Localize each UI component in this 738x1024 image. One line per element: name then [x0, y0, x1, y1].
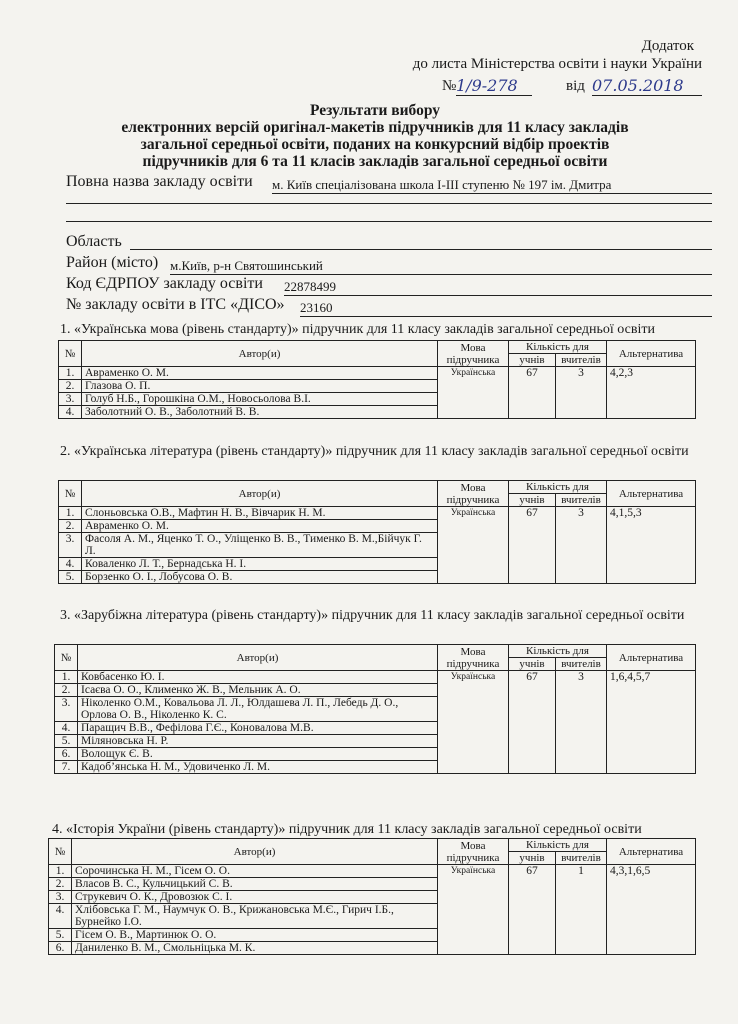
school-name-value: м. Київ спеціалізована школа І-ІІІ ступеню № 197 ім. Дмитра — [272, 177, 712, 194]
row-author: Фасоля А. М., Яценко Т. О., Уліщенко В. В., Тименко В. М.,Бійчук Г. Л. — [82, 533, 438, 558]
row-number: 7. — [55, 761, 78, 774]
row-author: Волощук Є. В. — [78, 748, 438, 761]
table-row — [55, 671, 696, 684]
letter-date: 07.05.2018 — [592, 76, 702, 96]
section-4-table — [48, 838, 696, 955]
row-author: Власов В. С., Кульчицький С. В. — [72, 878, 438, 891]
table-row — [59, 367, 696, 380]
row-number: 2. — [59, 380, 82, 393]
table-row — [49, 865, 696, 878]
row-author: Паращич В.В., Фефілова Г.Є., Коновалова М.В. — [78, 722, 438, 735]
textbook-language: Українська — [438, 865, 509, 955]
students-count: 67 — [509, 367, 556, 419]
letter-number-line — [442, 76, 702, 96]
section-2-table — [58, 480, 696, 584]
row-author: Заболотний О. В., Заболотний В. В. — [82, 406, 438, 419]
col-author-header: Автор(и) — [82, 341, 438, 367]
region-label: Область — [66, 233, 122, 250]
col-lang-header: Мова підручника — [438, 839, 509, 865]
row-author: Даниленко В. М., Смольніцька М. К. — [72, 942, 438, 955]
row-number: 4. — [49, 904, 72, 929]
row-number: 5. — [49, 929, 72, 942]
row-number: 2. — [49, 878, 72, 891]
col-lang-header: Мова підручника — [438, 341, 509, 367]
row-author: Кадоб’янська Н. М., Удовиченко Л. М. — [78, 761, 438, 774]
itc-value: 23160 — [300, 300, 712, 317]
row-author: Міляновська Н. Р. — [78, 735, 438, 748]
district-label: Район (місто) — [66, 254, 159, 271]
district-value: м.Київ, р-н Святошинський — [170, 258, 712, 275]
col-alt-header: Альтернатива — [607, 341, 696, 367]
row-author: Хлібовська Г. М., Наумчук О. В., Крижановська М.Є., Гирич І.Б., Бурнейко І.О. — [72, 904, 438, 929]
col-count-header: Кількість для — [509, 481, 607, 494]
teachers-count: 3 — [556, 367, 607, 419]
title-line-1: Результати вибору — [309, 102, 441, 119]
row-author: Струкевич О. К., Дровозюк С. І. — [72, 891, 438, 904]
col-lang-header: Мова підручника — [438, 481, 509, 507]
letter-number: 1/9-278 — [456, 76, 532, 96]
col-num-header: № — [49, 839, 72, 865]
col-alt-header: Альтернатива — [607, 839, 696, 865]
row-number: 1. — [59, 507, 82, 520]
itc-label: № закладу освіти в ІТС «ДІСО» — [66, 296, 285, 313]
row-author: Глазова О. П. — [82, 380, 438, 393]
school-name-line-2 — [66, 203, 712, 204]
row-number: 4. — [59, 406, 82, 419]
date-prefix: від — [566, 78, 585, 94]
teachers-count: 3 — [556, 671, 607, 774]
section-2-heading: 2. «Українська література (рівень стандарту)» підручник для 11 класу закладів загальної середньої освіти — [60, 444, 689, 459]
row-number: 1. — [59, 367, 82, 380]
row-number: 3. — [59, 533, 82, 558]
title-line-3: загальної середньої освіти, поданих на конкурсний відбір проектів — [140, 136, 610, 153]
col-alt-header: Альтернатива — [607, 481, 696, 507]
alternative-choice: 4,3,1,6,5 — [607, 865, 696, 955]
title-line-2: електронних версій оригінал-макетів підручників для 11 класу закладів — [121, 119, 629, 136]
school-name-line-3 — [66, 221, 712, 222]
section-4-heading: 4. «Історія України (рівень стандарту)» підручник для 11 класу закладів загальної середньої освіти — [52, 822, 642, 837]
section-1-heading: 1. «Українська мова (рівень стандарту)» підручник для 11 класу закладів загальної середньої освіти — [60, 322, 655, 337]
teachers-count: 3 — [556, 507, 607, 584]
title-line-4: підручників для 6 та 11 класів закладів загальної середньої освіти — [142, 153, 608, 170]
col-author-header: Автор(и) — [72, 839, 438, 865]
document-title — [60, 102, 690, 170]
row-author: Ісаєва О. О., Клименко Ж. В., Мельник А. О. — [78, 684, 438, 697]
row-author: Авраменко О. М. — [82, 367, 438, 380]
row-author: Ніколенко О.М., Ковальова Л. Л., Юлдашева Л. П., Лебедь Д. О., Орлова О. В., Ніколенко К. С. — [78, 697, 438, 722]
row-number: 4. — [55, 722, 78, 735]
col-count-header: Кількість для — [509, 341, 607, 354]
col-students-header: учнів — [509, 494, 556, 507]
edrpou-value: 22878499 — [284, 279, 712, 296]
row-number: 2. — [59, 520, 82, 533]
col-count-header: Кількість для — [509, 839, 607, 852]
alternative-choice: 4,2,3 — [607, 367, 696, 419]
students-count: 67 — [509, 865, 556, 955]
row-number: 6. — [55, 748, 78, 761]
col-students-header: учнів — [509, 658, 556, 671]
col-num-header: № — [55, 645, 78, 671]
textbook-language: Українська — [438, 671, 509, 774]
row-number: 1. — [49, 865, 72, 878]
col-lang-header: Мова підручника — [438, 645, 509, 671]
row-number: 3. — [55, 697, 78, 722]
table-row — [59, 507, 696, 520]
col-author-header: Автор(и) — [78, 645, 438, 671]
row-author: Борзенко О. І., Лобусова О. В. — [82, 571, 438, 584]
col-author-header: Автор(и) — [82, 481, 438, 507]
teachers-count: 1 — [556, 865, 607, 955]
students-count: 67 — [509, 671, 556, 774]
col-students-header: учнів — [509, 852, 556, 865]
row-author: Авраменко О. М. — [82, 520, 438, 533]
row-author: Гісем О. В., Мартинюк О. О. — [72, 929, 438, 942]
textbook-language: Українська — [438, 507, 509, 584]
section-1-table — [58, 340, 696, 419]
col-teachers-header: вчителів — [556, 494, 607, 507]
col-students-header: учнів — [509, 354, 556, 367]
row-number: 1. — [55, 671, 78, 684]
col-num-header: № — [59, 341, 82, 367]
row-number: 5. — [59, 571, 82, 584]
col-teachers-header: вчителів — [556, 852, 607, 865]
textbook-language: Українська — [438, 367, 509, 419]
col-num-header: № — [59, 481, 82, 507]
number-prefix: № — [442, 78, 457, 94]
row-number: 2. — [55, 684, 78, 697]
school-name-label: Повна назва закладу освіти — [66, 173, 253, 190]
col-teachers-header: вчителів — [556, 354, 607, 367]
col-alt-header: Альтернатива — [607, 645, 696, 671]
alternative-choice: 1,6,4,5,7 — [607, 671, 696, 774]
row-number: 5. — [55, 735, 78, 748]
row-author: Коваленко Л. Т., Бернадська Н. І. — [82, 558, 438, 571]
col-count-header: Кількість для — [509, 645, 607, 658]
section-3-table — [54, 644, 696, 774]
row-author: Ковбасенко Ю. І. — [78, 671, 438, 684]
region-line — [130, 249, 712, 250]
section-3-heading: 3. «Зарубіжна література (рівень стандарту)» підручник для 11 класу закладів загальної середньої освіти — [60, 608, 685, 623]
row-number: 3. — [59, 393, 82, 406]
row-number: 6. — [49, 942, 72, 955]
row-author: Слоньовська О.В., Мафтин Н. В., Вівчарик Н. М. — [82, 507, 438, 520]
edrpou-label: Код ЄДРПОУ закладу освіти — [66, 275, 263, 292]
alternative-choice: 4,1,5,3 — [607, 507, 696, 584]
col-teachers-header: вчителів — [556, 658, 607, 671]
row-number: 4. — [59, 558, 82, 571]
row-author: Сорочинська Н. М., Гісем О. О. — [72, 865, 438, 878]
appendix-label: Додаток — [641, 38, 694, 54]
row-number: 3. — [49, 891, 72, 904]
students-count: 67 — [509, 507, 556, 584]
letter-reference: до листа Міністерства освіти і науки України — [412, 56, 702, 72]
row-author: Голуб Н.Б., Горошкіна О.М., Новосьолова В.І. — [82, 393, 438, 406]
